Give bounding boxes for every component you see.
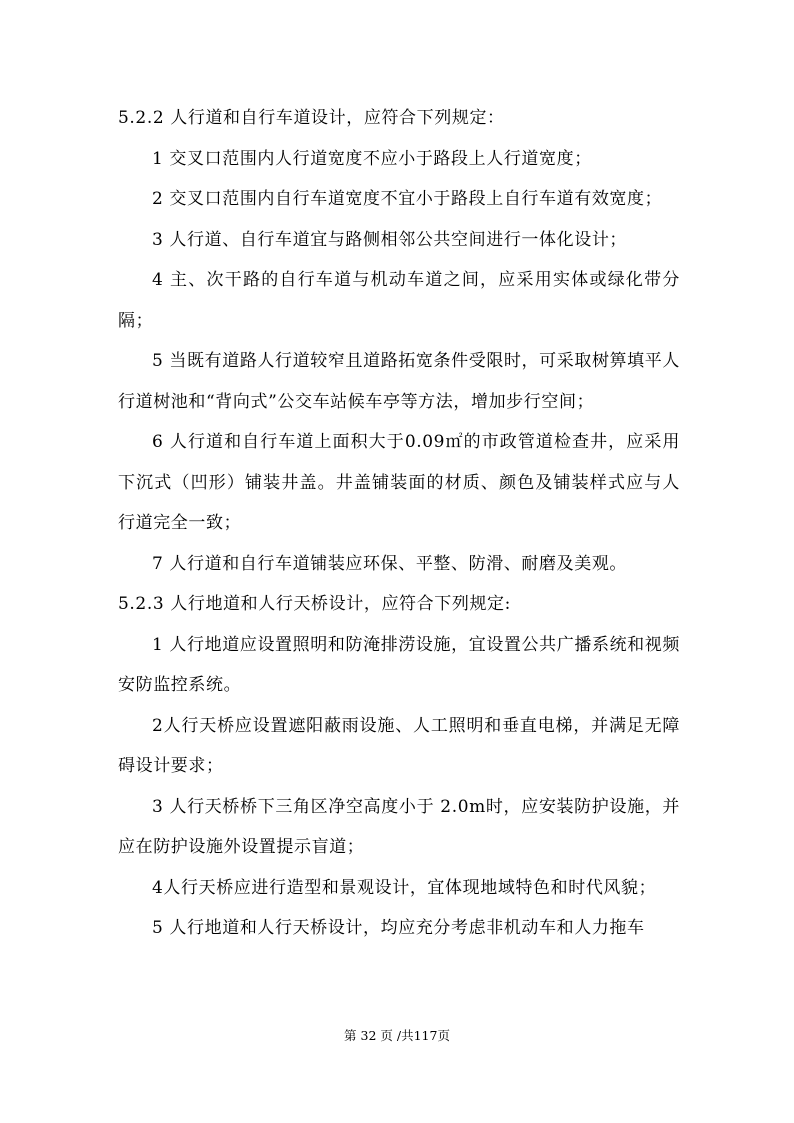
clause-heading-5-2-3: 5.2.3 人行地道和人行天桥设计，应符合下列规定: <box>118 594 511 614</box>
clause-item-1: 1 人行地道应设置照明和防淹排涝设施，宜设置公共广播系统和视频安防监控系统。 <box>118 634 680 695</box>
clause-heading-5-2-2: 5.2.2 人行道和自行车道设计，应符合下列规定： <box>118 108 505 128</box>
clause-item-6: 6 人行道和自行车道上面积大于0.09㎡的市政管道检查井，应采用下沉式（凹形）铺装井盖。井盖铺装面的材质、颜色及铺装样式应与人行道完全一致； <box>118 432 680 533</box>
clause-item-5: 5 人行地道和人行天桥设计，均应充分考虑非机动车和人力拖车 <box>152 918 645 938</box>
clause-item-7: 7 人行道和自行车道铺装应环保、平整、防滑、耐磨及美观。 <box>152 553 628 574</box>
clause-item-4: 4 主、次干路的自行车道与机动车道之间，应采用实体或绿化带分隔； <box>118 270 680 331</box>
clause-item-5: 5 当既有道路人行道较窄且道路拓宽条件受限时，可采取树箅填平人行道树池和“背向式”公交车站候车亭等方法，增加步行空间； <box>118 351 680 412</box>
clause-item-3: 3 人行天桥桥下三角区净空高度小于 2.0m时，应安装防护设施，并应在防护设施外设置提示盲道； <box>118 796 680 857</box>
clause-item-3: 3 人行道、自行车道宜与路侧相邻公共空间进行一体化设计； <box>152 229 628 250</box>
clause-item-1: 1 交叉口范围内人行道宽度不应小于路段上人行道宽度； <box>152 148 592 169</box>
clause-item-2: 2 交叉口范围内自行车道宽度不宜小于路段上自行车道有效宽度； <box>152 189 663 209</box>
clause-item-2: 2人行天桥应设置遮阳蔽雨设施、人工照明和垂直电梯，并满足无障碍设计要求； <box>118 715 680 776</box>
page-number-footer: 第 32 页 /共117页 <box>344 1028 450 1043</box>
document-body <box>118 98 680 949</box>
clause-item-4: 4人行天桥应进行造型和景观设计，宜体现地域特色和时代风貌； <box>152 877 657 898</box>
